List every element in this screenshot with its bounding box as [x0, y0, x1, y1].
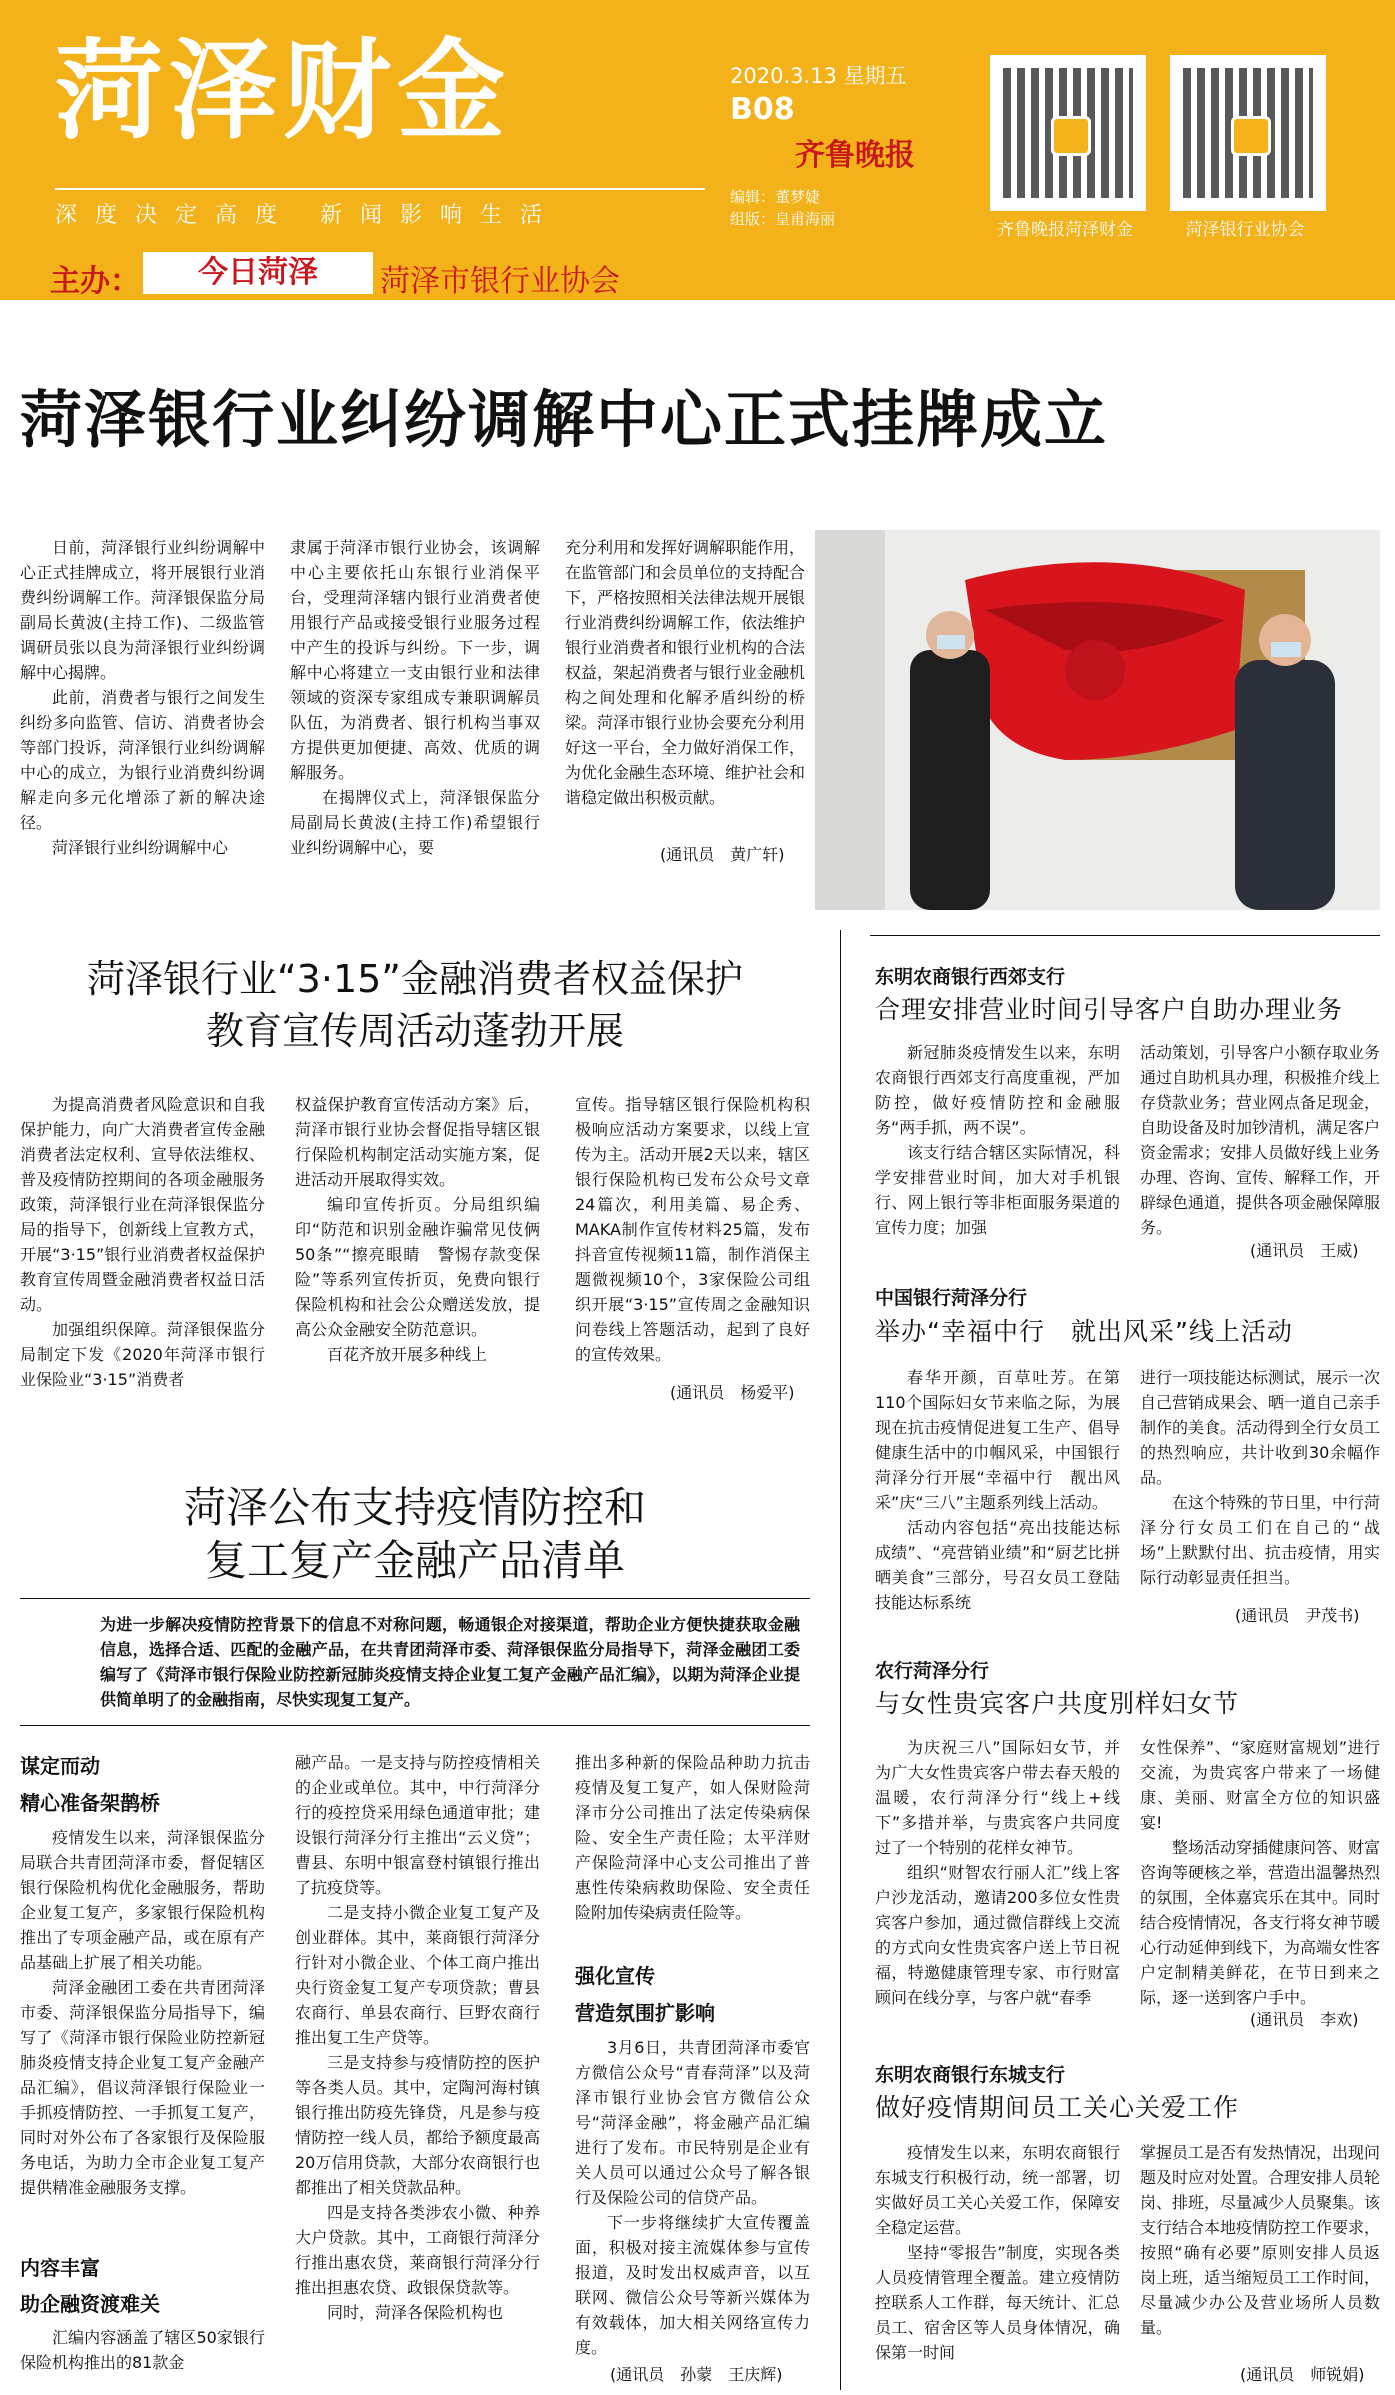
article3-byline: (通讯员 孙蒙 王庆辉) — [610, 2365, 783, 2384]
brief3-title: 农行菏泽分行 — [875, 1660, 990, 1682]
article3-col2: 融产品。一是支持与防控疫情相关的企业或单位。其中，中行菏泽分行的疫控贷采用绿色通道审批；建设银行菏泽分行主推出“云义贷”；曹县、东明中银富登村镇银行推出了抗疫贷等。 二是支持小微企业复工复产及创业群体。其中，莱商银行菏泽分行针对小微企业、个体工商户推出央行资金复工复产专项贷款；曹县农商行、单县农商行、巨野农商行推出复工生产贷等。 三是支持参与疫情防控的医护等各类人员。其中，定陶河海村镇银行推出防疫先锋贷，凡是参与疫情防控一线人员，都给予额度最高20万信用贷款，大部分农商银行也都推出了相关贷款品种。 四是支持各类涉农小微、种养大户贷款。其中，工商银行菏泽分行推出惠农贷，莱商银行菏泽分行推出担惠农贷、政银保贷款等。 同时，菏泽各保险机构也 — [295, 1753, 540, 2322]
intro-divider — [20, 1598, 810, 1599]
article3-sub1-a: 谋定而动 — [20, 1754, 100, 1778]
article1-byline: (通讯员 黄广轩) — [660, 845, 785, 864]
brief1-byline: (通讯员 王威) — [1250, 1241, 1359, 1260]
layout-editor: 组版：皇甫海丽 — [730, 210, 836, 228]
brief3-subtitle: 与女性贵宾客户共度別样妇女节 — [875, 1689, 1240, 1718]
brief3-col1: 为庆祝三八”国际妇女节，并为广大女性贵宾客户带去春天般的温暖，农行菏泽分行“线上+线下”多措并举，与贵宾客户共同度过了一个特别的花样女神节。 组织“财智农行丽人汇”线上客户沙龙活动，邀请200多位女性贵宾客户参加，通过微信群线上交流的方式向女性贵宾客户送上节日祝福，特邀健康管理专家、市行财富顾问在线分享，与客户就“春季 — [875, 1738, 1120, 2007]
article3-col3b: 3月6日，共青团菏泽市委官方微信公众号“青春菏泽”以及菏泽市银行业协会官方微信公众号“菏泽金融”，将金融产品汇编进行了发布。市民特别是企业有关人员可以通过公众号了解各银行及保险公司的信贷产品。 下一步将继续扩大宣传覆盖面，积极对接主流媒体参与宣传报道，及时发出权威声音，以互联网、微信公众号等新兴媒体为有效载体，加大相关网络宣传力度。 — [575, 2038, 810, 2357]
brief1-title: 东明农商银行西郊支行 — [875, 966, 1066, 988]
brief1-col1: 新冠肺炎疫情发生以来，东明农商银行西郊支行高度重视，严加防控，做好疫情防控和金融服务“两手抓，两不误”。 该支行结合辖区实际情况，科学安排营业时间，加大对手机银行、网上银行等非柜面服务渠道的宣传力度；加强 — [875, 1043, 1120, 1237]
brief3-col2: 女性保养”、“家庭财富规划”进行交流，为贵宾客户带来了一场健康、美丽、财富全方位的知识盛宴! 整场活动穿插健康问答、财富咨询等硬核之举，营造出温馨热烈的氛围，全体嘉宾乐在其中。同时结合疫情情况，各支行将女神节暖心行动延伸到线下，为高端女性客户定制精美鲜花，在节日到来之际，逐一送到客户手中。 — [1140, 1738, 1381, 2007]
brief2-byline: (通讯员 尹茂书) — [1235, 1606, 1360, 1625]
paper-logo: 齐鲁晚报 — [795, 138, 915, 173]
article2-col1: 为提高消费者风险意识和自我保护能力，向广大消费者宣传金融消费者法定权利、宣导依法维权、普及疫情防控期间的各项金融服务政策，菏泽银行业在菏泽银保监分局的指导下，创新线上宣教方式，开展“3·15”银行业消费者权益保护教育宣传周暨金融消费者权益日活动。 加强组织保障。菏泽银保监分局制定下发《2020年菏泽市银行业保险业“3·15”消费者 — [20, 1095, 265, 1389]
brief4-byline: (通讯员 师锐娟) — [1240, 2365, 1365, 2384]
brief2-col1: 春华开颜，百草吐芳。在第110个国际妇女节来临之际，为展现在抗击疫情促进复工生产、倡导健康生活中的巾帼风采，中国银行菏泽分行开展“幸福中行 靓出风采”庆“三八”主题系列线上活动。 活动内容包括“亮出技能达标成绩”、“亮营销业绩”和“厨艺比拼晒美食”三部分，号召女员工登陆技能达标系统 — [875, 1368, 1120, 1612]
sponsor-jinri-heze: 今日菏泽 — [143, 252, 373, 294]
article3-sub3-b: 营造氛围扩影响 — [575, 2001, 715, 2025]
article1-headline: 菏泽银行业纠纷调解中心正式挂牌成立 — [20, 383, 1109, 456]
article1-col2: 隶属于菏泽市银行业协会，该调解中心主要依托山东银行业消保平台，受理菏泽辖内银行业消费者使用银行产品或接受银行业服务过程中产生的投诉与纠纷。下一步，调解中心将建立一支由银行业和法律领域的资深专家组成专兼职调解员队伍，为消费者、银行机构当事双方提供更加便捷、高效、优质的调解服务。 在揭牌仪式上，菏泽银保监分局副局长黄波(主持工作)希望银行业纠纷调解中心，要 — [290, 538, 540, 857]
article3-sub1-b: 精心准备架鹊桥 — [20, 1791, 160, 1815]
sponsor-bank-association: 菏泽市银行业协会 — [380, 264, 620, 299]
paper-brand-title: 菏泽财金 — [55, 29, 512, 154]
sponsor-label: 主办： — [50, 264, 140, 299]
editor: 编辑：董梦婕 — [730, 188, 821, 206]
brief4-subtitle: 做好疫情期间员工关心关爱工作 — [875, 2093, 1240, 2122]
brief2-title: 中国银行菏泽分行 — [875, 1287, 1028, 1309]
article3-col3a: 推出多种新的保险品种助力抗击疫情及复工复产，如人保财险菏泽市分公司推出了法定传染病保险、安全生产责任险；太平洋财产保险菏泽中心支公司推出了普惠性传染病救助保险、安全责任险附加传染病责任险等。 — [575, 1753, 810, 1922]
brief1-subtitle: 合理安排营业时间引导客户自助办理业务 — [875, 995, 1344, 1024]
slogan: 深度决定高度 新闻影响生活 — [55, 203, 560, 228]
article3-sub3-a: 强化宣传 — [575, 1964, 655, 1988]
intro-divider-bottom — [20, 1725, 810, 1726]
slogan-divider — [55, 188, 705, 190]
brief2-col2: 进行一项技能达标测试，展示一次自己营销成果会、晒一道自己亲手制作的美食。活动得到全行女员工的热烈响应，共计收到30余幅作品。 在这个特殊的节日里，中行菏泽分行女员工们在自己的“战场”上默默付出、抗击疫情，用实际行动彰显责任担当。 — [1140, 1368, 1381, 1587]
brief4-col1: 疫情发生以来，东明农商银行东城支行积极行动，统一部署，切实做好员工关心关爱工作，保障安全稳定运营。 坚持“零报告”制度，实现各类人员疫情管理全覆盖。建立疫情防控联系人工作群，每天统计、汇总员工、宿舍区等人员身体情况，确保第一时间 — [875, 2143, 1120, 2362]
brief1-col2: 活动策划，引导客户小额存取业务通过自助机具办理，积极推介线上存贷款业务；营业网点备足现金，自助设备及时加钞清机，满足客户资金需求；安排人员做好线上业务办理、咨询、宣传、解释工作，开辟绿色通道，提供各项金融保障服务。 — [1140, 1043, 1381, 1237]
brief3-byline: (通讯员 李欢) — [1250, 2010, 1359, 2029]
page-number: B08 — [730, 92, 795, 127]
article2-headline-line1: 菏泽银行业“3·15”金融消费者权益保护 — [87, 957, 743, 1001]
unveiling-photo — [815, 530, 1380, 910]
article2-col3: 宣传。指导辖区银行保险机构积极响应活动方案要求，以线上宣传为主。活动开展2天以来，辖区银行保险机构已发布公众号文章24篇次，利用美篇、易企秀、MAKA制作宣传材料25篇，发布抖音宣传视频11篇，制作消保主题微视频10个，3家保险公司组织开展“3·15”宣传周之金融知识问卷线上答题活动，起到了良好的宣传效果。 — [575, 1095, 810, 1364]
qr-code-icon — [990, 55, 1146, 211]
article1-col1: 日前，菏泽银行业纠纷调解中心正式挂牌成立，将开展银行业消费纠纷调解工作。菏泽银保监分局副局长黄波(主持工作)、二级监管调研员张以良为菏泽银行业纠纷调解中心揭牌。 此前，消费者与银行之间发生纠纷多向监管、信访、消费者协会等部门投诉，菏泽银行业纠纷调解中心的成立，为银行业消费纠纷调解走向多元化增添了新的解决途径。 菏泽银行业纠纷调解中心 — [20, 538, 265, 857]
qr-code-icon — [1170, 55, 1326, 211]
brief2-subtitle: 举办“幸福中行 就出风采”线上活动 — [875, 1317, 1293, 1346]
article2-byline: (通讯员 杨爱平) — [670, 1383, 795, 1402]
column-divider — [840, 930, 841, 2390]
article3-col1a: 疫情发生以来，菏泽银保监分局联合共青团菏泽市委，督促辖区银行保险机构优化金融服务，帮助企业复工复产，多家银行保险机构推出了专项金融产品，或在原有产品基础上扩展了相关功能。 菏泽金融团工委在共青团菏泽市委、菏泽银保监分局指导下，编写了《菏泽市银行保险业防控新冠肺炎疫情支持企业复工复产金融产品汇编》，倡议菏泽银行保险业一手抓疫情防控、一手抓复工复产，同时对外公布了各家银行及保险服务电话，为助力全市企业复工复产提供精准金融服务支撑。 — [20, 1828, 265, 2197]
article2-headline-line2: 教育宣传周活动蓬勃开展 — [205, 1009, 624, 1053]
brief4-col2: 掌握员工是否有发热情况，出现问题及时应对处置。合理安排人员轮岗、排班，尽量减少人员聚集。该支行结合本地疫情防控工作要求，按照“确有必要”原则安排人员返岗上班，适当缩短员工工作时间，尽量减少办公及营业场所人员数量。 — [1140, 2143, 1381, 2337]
editor-credits — [730, 186, 835, 230]
qr2-label: 菏泽银行业协会 — [1185, 220, 1305, 240]
issue-date: 2020.3.13 星期五 — [730, 64, 907, 88]
qr1-label: 齐鲁晚报菏泽财金 — [997, 220, 1133, 240]
article2-col2: 权益保护教育宣传活动方案》后，菏泽市银行业协会督促指导辖区银行保险机构制定活动实施方案，促进活动开展取得实效。 编印宣传折页。分局组织编印“防范和识别金融诈骗常见伎俩50条”“擦亮眼睛 警惕存款变保险”等系列宣传折页，免费向银行保险机构和社会公众赠送发放，提高公众金融安全防范意识。 百花齐放开展多种线上 — [295, 1095, 540, 1364]
article3-intro: 为进一步解决疫情防控背景下的信息不对称问题，畅通银企对接渠道，帮助企业方便快捷获取金融信息，选择合适、匹配的金融产品，在共青团菏泽市委、菏泽银保监分局指导下，菏泽金融团工委编写了《菏泽市银行保险业防控新冠肺炎疫情支持企业复工复产金融产品汇编》，以期为菏泽企业提供简单明了的金融指南，尽快实现复工复产。 — [100, 1615, 800, 1709]
article1-col3: 充分利用和发挥好调解职能作用，在监管部门和会员单位的支持配合下，严格按照相关法律法规开展银行业消费纠纷调解工作，依法维护银行业消费者和银行业机构的合法权益，架起消费者与银行业金融机构之间处理和化解矛盾纠纷的桥梁。菏泽市银行业协会要充分利用好这一平台，全力做好消保工作，为优化金融生态环境、维护社会和谐稳定做出积极贡献。 — [565, 538, 806, 807]
article3-headline-line1: 菏泽公布支持疫情防控和 — [183, 1483, 646, 1532]
article3-col1b: 汇编内容涵盖了辖区50家银行保险机构推出的81款金 — [20, 2328, 265, 2372]
right-top-rule — [870, 935, 1380, 936]
brief4-title: 东明农商银行东城支行 — [875, 2064, 1066, 2086]
article3-sub2-a: 内容丰富 — [20, 2256, 100, 2280]
article3-headline-line2: 复工复产金融产品清单 — [204, 1536, 625, 1585]
article3-sub2-b: 助企融资渡难关 — [20, 2292, 160, 2316]
